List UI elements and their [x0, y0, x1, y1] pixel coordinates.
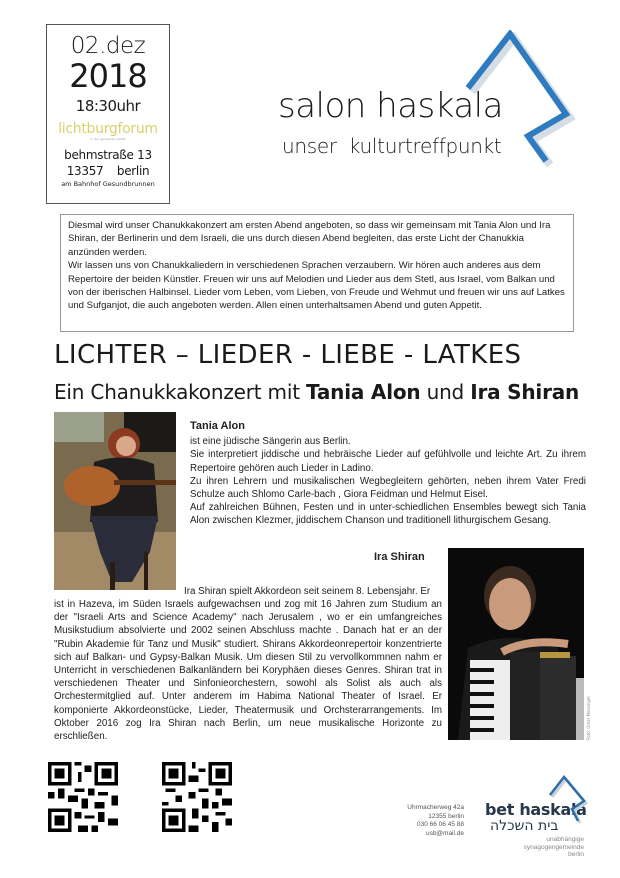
contact-city: 12355 berlin — [428, 812, 464, 820]
tania-bio-line-3: Zu ihren Lehrern und musikalischen Wegbegleitern gehörten, neben ihrem Vater Fredi Schulze auch Shlomo Carle-bach , Giora Feidman und Helmut Eisel. — [190, 475, 586, 501]
venue-postal-city: 13357 berlin — [66, 164, 150, 178]
qr-code-1-icon[interactable] — [48, 762, 118, 832]
tania-alon-name: Tania Alon — [190, 420, 245, 432]
subheadline — [54, 380, 594, 404]
subheadline-artist-2: Ira Shiran — [470, 380, 580, 404]
ira-shiran-photo — [448, 548, 584, 740]
event-date-box — [46, 24, 170, 204]
bet-haskala-hebrew: בית השכלה — [490, 818, 559, 834]
contact-email[interactable]: usb@mail.de — [425, 829, 464, 837]
org-sub-line-1: unabhängige — [546, 836, 584, 843]
guitarist-illustration-icon — [54, 412, 176, 590]
accordionist-illustration-icon — [448, 548, 584, 740]
salon-title: salon haskala — [278, 86, 503, 126]
event-day: 02.dez — [70, 33, 146, 59]
bet-haskala-title: bet haskala — [485, 800, 587, 819]
bet-haskala-subtitle — [498, 836, 584, 859]
subheadline-prefix: Ein Chanukkakonzert mit — [54, 380, 306, 404]
subheadline-connector: und — [420, 380, 471, 404]
bet-haskala-star-icon — [548, 775, 598, 825]
intro-text-box — [60, 214, 574, 332]
venue-name: lichtburgforum — [58, 121, 158, 137]
tania-bio-line-1: ist eine jüdische Sängerin aus Berlin. — [190, 436, 351, 448]
tania-alon-photo — [54, 412, 176, 590]
tania-bio-line-4: Auf zahlreichen Bühnen, Festen und in unter-schiedlichen Ensembles bewegt sich Tania Alon zwischen Klezmer, jiddischem Chanson und traditionell lithurgischem Gesang. — [190, 502, 586, 527]
tania-alon-bio — [190, 420, 586, 528]
contact-street: Uhrmacherweg 42a — [407, 804, 464, 811]
intro-paragraph-2: Wir lassen uns von Chanukkaliedern in verschiedenen Sprachen verzaubern. Wir hören auch anderes aus dem Repertoire der beiden Künstler. Freuen wir uns auf Melodien und Lieder aus dem Stetl, aus Israel, vom Balkan und von der iberischen Halbinsel. Lieder vom Leben, vom Lieben, von Freude und Wehmut und freuen wir uns auf Latkes und Sufganjot, die auch angeboten werden. Allen einen unterhaltsamen Abend und guten Appetit. — [68, 260, 565, 312]
tania-bio-line-2: Sie interpretiert jiddische und hebräische Lieder auf gefühlvolle und leichte Art. Zu ihrem Repertoire gehören auch Lieder in Ladino. — [190, 449, 586, 474]
event-time: 18:30uhr — [75, 97, 141, 115]
venue-subtitle: in der gemeinde stadtk — [90, 137, 126, 141]
venue-landmark: am Bahnhof Gesundbrunnen — [61, 180, 155, 188]
headline: LICHTER – LIEDER - LIEBE - LATKES — [54, 340, 522, 370]
qr-code-2-icon[interactable] — [162, 762, 232, 832]
event-year: 2018 — [69, 57, 147, 95]
venue-street: behmstraße 13 — [64, 148, 152, 162]
ira-shiran-name: Ira Shiran — [374, 551, 425, 563]
contact-phone: 030 66 06 45 88 — [417, 821, 464, 828]
org-sub-line-3: berlin — [568, 851, 584, 858]
subheadline-artist-1: Tania Alon — [306, 380, 421, 404]
salon-subtitle: unser kulturtreffpunkt — [282, 134, 502, 158]
contact-info — [386, 804, 464, 838]
ira-shiran-bio-start: Ira Shiran spielt Akkordeon seit seinem 8. Lebensjahr. Er — [184, 586, 431, 597]
ira-shiran-bio: ist in Hazeva, im Süden Israels aufgewachsen und zog mit 16 Jahren zum Studium an der "Israeli Arts and Science Academy" nach Jerusalem , wo er ein umfangreiches Musikstudium absolvierte und 2002 seinen Abschluss machte . Danach hat er an der "Rubin Akademie für Tanz und Musik" studiert. Shirans Akkordeonrepertoir konzentrierte sich auf Balkan- und Gypsy-Balkan Musik. Um diesen Stil zu vervollkommnen nahm er Unterricht in verschiedenen Balkanländern bei Koryphäen dieses Genres. Shiran trat in verschiedenen Theater und Sinfonieorchestern, sowohl als Solist als auch als Orchestermitglied auf. Unter anderem im Habima National Theater of Israel. Er komponierte Akkordeonstücke, Lieder, Theatermusik und Orchsterarrangements. Im Oktober 2016 zog Ira Shiran nach Berlin, um neue musikalische Horizonte zu erschließen. — [54, 599, 442, 743]
photo-credit: Foto: Omer Messinger — [586, 695, 591, 740]
star-of-david-logo-icon — [460, 30, 600, 170]
org-sub-line-2: synagogengemeinde — [523, 843, 584, 851]
intro-paragraph-1: Diesmal wird unser Chanukkakonzert am ersten Abend angeboten, so dass wir gemeinsam mit Tania Alon und Ira Shiran, der Berlinerin und dem Israeli, die uns durch diesen Abend begleiten, das erste Licht der Chanukkia anzünden werden. — [68, 220, 551, 258]
